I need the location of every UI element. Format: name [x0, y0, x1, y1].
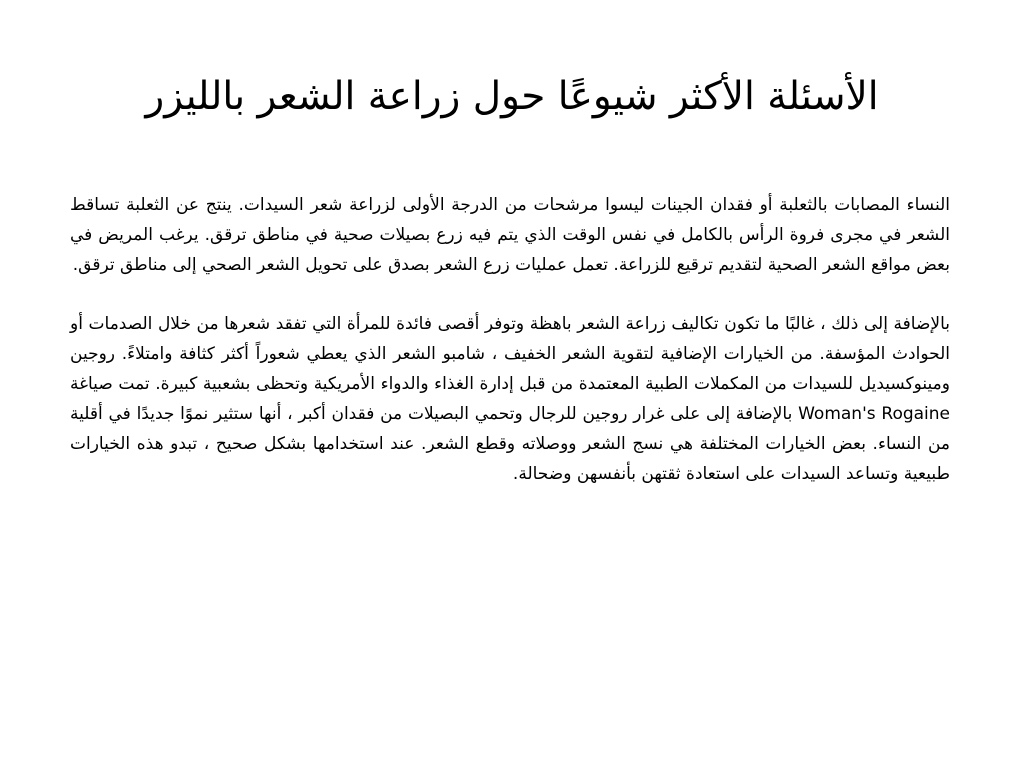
- body-paragraph-2: بالإضافة إلى ذلك ، غالبًا ما تكون تكاليف زراعة الشعر باهظة وتوفر أقصى فائدة للمرأة التي تفقد شعرها من خلال الصدمات أو الحوادث المؤسفة. من الخيارات الإضافية لتقوية الشعر الخفيف ، شامبو الشعر الذي يعطي شعوراً أكثر كثافة وامتلاءً. روجين ومينوكسيديل للسيدات من المكملات الطبية المعتمدة من قبل إدارة الغذاء والدواء الأمريكية وتحظى بشعبية كبيرة. تمت صياغة Woman's Rogaine بالإضافة إلى على غرار روجين للرجال وتحمي البصيلات من فقدان أكبر ، أنها ستثير نموًا جديدًا في أقلية من النساء. بعض الخيارات المختلفة هي نسج الشعر ووصلاته وقطع الشعر. عند استخدامها بشكل صحيح ، تبدو هذه الخيارات طبيعية وتساعد السيدات على استعادة ثقتهن بأنفسهن وضحالة.: [70, 314, 951, 484]
- body-paragraph-1: النساء المصابات بالثعلبة أو فقدان الجينات ليسوا مرشحات من الدرجة الأولى لزراعة شعر السيدات. ينتج عن الثعلبة تساقط الشعر في مجرى فروة الرأس بالكامل في نفس الوقت الذي يتم فيه زرع بصيلات صحية في مناطق ترقق. يرغب المريض في بعض مواقع الشعر الصحية لتقديم ترقيع للزراعة. تعمل عمليات زرع الشعر بصدق على تحويل الشعر الصحي إلى مناطق ترقق.: [70, 195, 950, 275]
- slide-title: الأسئلة الأكثر شيوعًا حول زراعة الشعر بالليزر: [145, 74, 879, 119]
- slide-body: [70, 190, 950, 489]
